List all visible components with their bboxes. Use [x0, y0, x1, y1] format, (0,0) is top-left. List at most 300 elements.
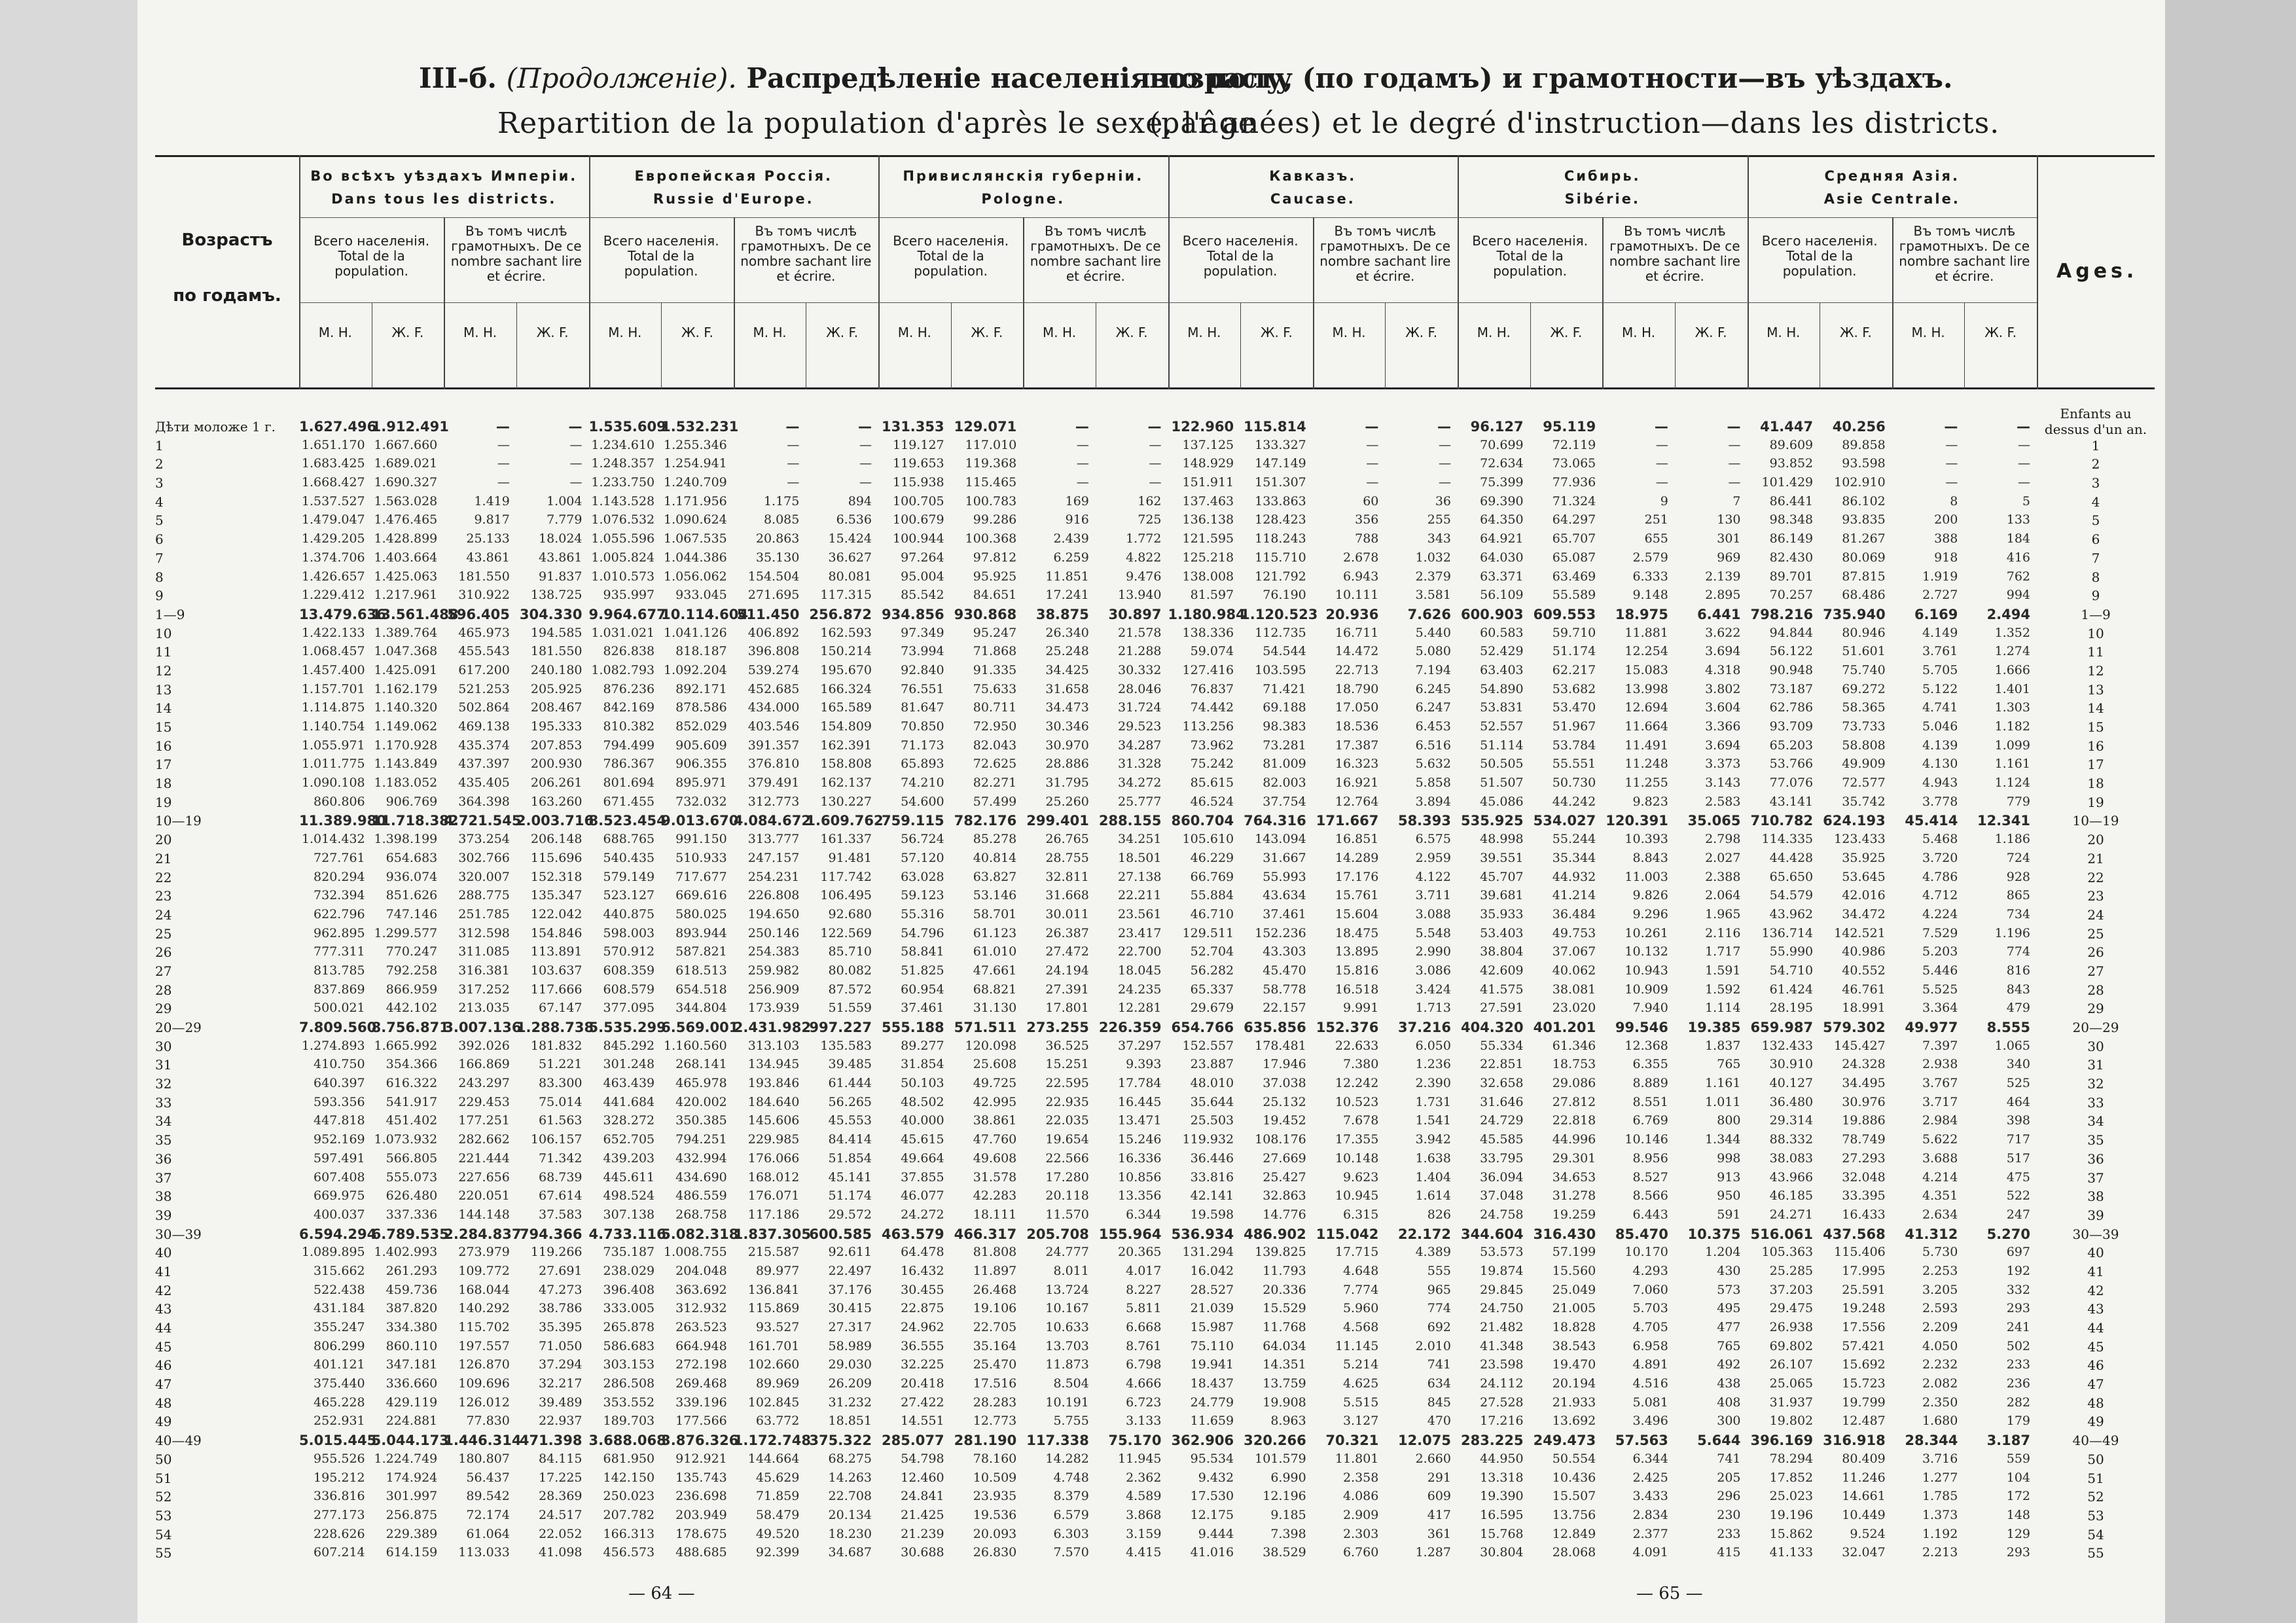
table-cell: 200.930 [530, 757, 583, 772]
table-cell: 49.909 [1842, 757, 1886, 772]
table-cell: 6.668 [1126, 1320, 1162, 1335]
row-label-fr: 1—9 [2081, 606, 2111, 622]
table-cell: 151.307 [1255, 475, 1306, 490]
table-cell: — [1366, 437, 1379, 452]
table-cell: 3.581 [1415, 588, 1451, 603]
table-cell: 488.685 [675, 1545, 727, 1560]
table-cell: 73.994 [901, 644, 944, 659]
table-cell: 10.943 [1624, 963, 1668, 978]
table-cell: 1.161 [1994, 757, 2030, 772]
table-cell: 8.756.871 [371, 1020, 449, 1036]
row-label: 10 [155, 625, 172, 641]
table-cell: 73.187 [1769, 681, 1814, 696]
table-cell: 571.511 [954, 1020, 1017, 1036]
table-cell: 38.543 [1552, 1338, 1596, 1353]
table-cell: 140.292 [458, 1301, 510, 1316]
table-cell: 486.902 [1244, 1226, 1306, 1242]
table-cell: 152.318 [530, 869, 583, 884]
table-cell: 32.863 [1263, 1188, 1306, 1204]
table-cell: 243.297 [458, 1076, 510, 1091]
table-cell: 103.595 [1255, 662, 1306, 677]
table-cell: — [2018, 475, 2030, 490]
table-cell: 18.536 [1335, 719, 1379, 734]
table-cell: 134.945 [747, 1057, 800, 1072]
table-cell: 29.679 [1190, 1001, 1234, 1016]
table-cell: 1.010.573 [591, 569, 655, 584]
table-cell: 144.148 [458, 1207, 510, 1222]
row-label-fr: 36 [2087, 1150, 2104, 1167]
table-cell: 45.086 [1480, 794, 1524, 809]
table-cell: 100.679 [893, 512, 944, 527]
table-cell: 119.127 [893, 437, 944, 452]
row-label-fr: 3 [2091, 475, 2100, 491]
total-heading: Всего населенія. Total de la population. [603, 233, 719, 279]
table-cell: 74.210 [901, 776, 944, 791]
table-cell: 51.825 [901, 963, 944, 978]
table-cell: 1.446.314 [444, 1433, 522, 1449]
table-cell: 555.188 [881, 1020, 944, 1036]
title-right-ru: возрасту (по годамъ) и грамотности—въ уѣздахъ. [1149, 62, 1953, 94]
table-cell: 154.809 [820, 719, 872, 734]
table-cell: 9.148 [1632, 588, 1668, 603]
table-cell: 23.598 [1480, 1357, 1524, 1372]
table-cell: 82.003 [1263, 776, 1306, 791]
table-cell: 1.274 [1994, 644, 2030, 659]
table-cell: — [787, 456, 800, 471]
table-cell: 41.133 [1769, 1545, 1814, 1560]
table-cell: 53.470 [1552, 700, 1596, 715]
row-label-fr: 28 [2087, 982, 2104, 998]
table-cell: — [2017, 419, 2030, 435]
table-cell: 97.349 [901, 625, 944, 640]
sex-heading-f: Ж. F. [1839, 325, 1872, 340]
table-cell: 40.062 [1552, 963, 1596, 978]
region-heading-fr: Asie Centrale. [1823, 191, 1960, 207]
table-cell: 85.470 [1615, 1226, 1668, 1242]
table-cell: 16.432 [901, 1263, 944, 1278]
table-cell: 559 [2006, 1451, 2030, 1466]
rule-bottom [155, 387, 2155, 389]
table-cell: 247.157 [747, 850, 800, 865]
table-cell: 1.182 [1994, 719, 2030, 734]
table-cell: 197.557 [458, 1338, 510, 1353]
table-cell: — [1728, 456, 1741, 471]
table-cell: 608.359 [603, 963, 655, 978]
table-cell: 82.043 [973, 738, 1017, 753]
table-cell: — [1076, 437, 1089, 452]
table-cell: 65.707 [1552, 531, 1596, 546]
table-cell: 166.313 [603, 1526, 655, 1541]
row-label: 26 [155, 944, 172, 961]
table-cell: 4.568 [1342, 1320, 1379, 1335]
table-cell: 60.954 [901, 982, 944, 997]
table-cell: 45.615 [901, 1132, 944, 1147]
table-cell: 11.945 [1118, 1451, 1162, 1466]
table-cell: 965 [1427, 1282, 1451, 1297]
table-cell: 860.110 [386, 1338, 438, 1353]
row-label: 46 [155, 1357, 172, 1374]
table-cell: 316.430 [1533, 1226, 1596, 1242]
table-cell: 55.990 [1769, 944, 1814, 959]
table-cell: 1.627.496 [299, 419, 377, 435]
table-cell: 28.283 [973, 1395, 1017, 1410]
table-cell: 10.945 [1335, 1188, 1379, 1204]
table-cell: 1.160.560 [664, 1038, 727, 1053]
table-cell: 770.247 [386, 944, 438, 959]
table-cell: 377.095 [603, 1001, 655, 1016]
table-cell: 1.668.427 [301, 475, 365, 490]
table-cell: 38.083 [1769, 1150, 1814, 1166]
table-cell: 3.143 [1705, 776, 1741, 791]
table-cell: 435.405 [458, 776, 510, 791]
table-cell: 63.371 [1480, 569, 1524, 584]
table-cell: 205.925 [530, 681, 583, 696]
table-cell: 1.090.108 [301, 776, 365, 791]
table-cell: 312.932 [675, 1301, 727, 1316]
table-cell: 447.818 [314, 1113, 365, 1128]
table-cell: 57.499 [973, 794, 1017, 809]
table-cell: 1.180.984 [1168, 606, 1246, 622]
table-cell: 24.272 [901, 1207, 944, 1222]
row-label-fr: 41 [2087, 1263, 2104, 1279]
table-cell: 362.906 [1171, 1433, 1234, 1449]
table-cell: 37.038 [1263, 1076, 1306, 1091]
table-cell: 37.461 [901, 1001, 944, 1016]
table-cell: 26.468 [973, 1282, 1017, 1297]
row-label: 12 [155, 662, 172, 679]
table-cell: 148 [2006, 1507, 2030, 1522]
table-cell: 2.834 [1632, 1507, 1668, 1522]
table-cell: 98.348 [1769, 512, 1814, 527]
table-cell: 2.938 [1922, 1057, 1958, 1072]
table-cell: 2.798 [1705, 832, 1741, 847]
table-cell: 38.804 [1480, 944, 1524, 959]
row-label: 45 [155, 1338, 172, 1355]
table-cell: 135.583 [820, 1038, 872, 1053]
table-cell: 30.970 [1045, 738, 1089, 753]
table-cell: 91.837 [539, 569, 583, 584]
row-label-fr: 21 [2087, 850, 2104, 866]
table-cell: 119.653 [893, 456, 944, 471]
rule-col [1675, 302, 1676, 389]
table-cell: 516.061 [1750, 1226, 1814, 1242]
row-label-fr: 1 [2091, 437, 2100, 454]
table-cell: — [859, 437, 872, 452]
row-label: 32 [155, 1076, 172, 1092]
table-cell: 288.775 [458, 888, 510, 903]
table-cell: 120.098 [965, 1038, 1017, 1053]
table-cell: 195.333 [530, 719, 583, 734]
table-cell: 688.765 [603, 832, 655, 847]
row-label: 18 [155, 776, 172, 792]
rule-half [1023, 217, 1024, 389]
table-cell: 58.778 [1263, 982, 1306, 997]
table-cell: 794.499 [603, 738, 655, 753]
table-cell: 20.118 [1045, 1188, 1089, 1204]
table-cell: 15.862 [1769, 1526, 1814, 1541]
table-cell: 17.176 [1335, 869, 1379, 884]
table-cell: 16.595 [1480, 1507, 1524, 1522]
table-cell: 63.403 [1480, 662, 1524, 677]
sex-heading-m: М. H. [463, 325, 497, 340]
table-cell: 207.782 [603, 1507, 655, 1522]
sex-heading-f: Ж. F. [826, 325, 859, 340]
table-cell: 178.481 [1255, 1038, 1306, 1053]
row-label: 39 [155, 1207, 172, 1223]
table-cell: 1.140.754 [301, 719, 365, 734]
table-cell: 470 [1427, 1414, 1451, 1429]
table-cell: 299.401 [1026, 813, 1089, 829]
table-cell: 315.662 [314, 1263, 365, 1278]
table-cell: 4.149 [1922, 625, 1958, 640]
table-cell: 361 [1427, 1526, 1451, 1541]
table-cell: 78.749 [1842, 1132, 1886, 1147]
table-cell: 2.209 [1922, 1320, 1958, 1335]
row-label-fr: 52 [2087, 1489, 2104, 1505]
table-cell: 75.242 [1190, 757, 1234, 772]
table-cell: 1.287 [1415, 1545, 1451, 1560]
table-cell: 31.658 [1045, 681, 1089, 696]
table-cell: 410.750 [314, 1057, 365, 1072]
table-cell: — [569, 475, 583, 490]
table-cell: — [1945, 475, 1958, 490]
table-cell: 3.761 [1922, 644, 1958, 659]
table-cell: 102.660 [747, 1357, 800, 1372]
table-cell: 18.501 [1118, 850, 1162, 865]
table-cell: 17.852 [1769, 1470, 1814, 1485]
table-cell: 495 [1717, 1301, 1741, 1316]
table-cell: 229.389 [386, 1526, 438, 1541]
table-cell: 398 [2006, 1113, 2030, 1128]
table-cell: 11.881 [1624, 625, 1668, 640]
table-cell: 1.254.941 [664, 456, 727, 471]
table-cell: 486.559 [675, 1188, 727, 1204]
table-cell: 143.094 [1255, 832, 1306, 847]
table-cell: 732.394 [314, 888, 365, 903]
table-cell: 29.845 [1480, 1282, 1524, 1297]
table-cell: 204.048 [675, 1263, 727, 1278]
table-cell: 8.761 [1126, 1338, 1162, 1353]
row-label: 21 [155, 850, 172, 866]
row-label-fr: 27 [2087, 963, 2104, 979]
row-label-fr: 12 [2087, 662, 2104, 679]
table-cell: 1.204 [1705, 1245, 1741, 1260]
table-cell: 13.692 [1552, 1414, 1596, 1429]
table-cell: 5.080 [1415, 644, 1451, 659]
table-cell: 44.428 [1769, 850, 1814, 865]
table-cell: 26.765 [1045, 832, 1089, 847]
table-cell: 3.127 [1342, 1414, 1379, 1429]
table-cell: 137.463 [1182, 493, 1234, 508]
table-cell: 18.753 [1552, 1057, 1596, 1072]
table-cell: 1.120.523 [1240, 606, 1318, 622]
table-cell: 11.246 [1842, 1470, 1886, 1485]
table-cell: 392.026 [458, 1038, 510, 1053]
row-label-fr: 30—39 [2072, 1226, 2119, 1242]
page-number-left: — 64 — [628, 1584, 695, 1603]
table-cell: 681.950 [603, 1451, 655, 1466]
table-cell: 58.989 [828, 1338, 872, 1353]
table-cell: 34.472 [1842, 906, 1886, 921]
table-cell: 1.479.047 [301, 512, 365, 527]
table-cell: 442.102 [386, 1001, 438, 1016]
table-cell: 6.769 [1632, 1113, 1668, 1128]
table-cell: 43.303 [1263, 944, 1306, 959]
row-label: 22 [155, 869, 172, 885]
table-cell: 122.569 [820, 925, 872, 940]
table-cell: 30.976 [1842, 1094, 1886, 1109]
table-cell: 65.337 [1190, 982, 1234, 997]
table-cell: 205 [1717, 1470, 1741, 1485]
table-cell: 12.175 [1190, 1507, 1234, 1522]
table-cell: 893.944 [675, 925, 727, 940]
row-label-fr: 20 [2087, 832, 2104, 848]
table-cell: 228.626 [314, 1526, 365, 1541]
table-cell: 263.523 [675, 1320, 727, 1335]
row-label: 44 [155, 1320, 172, 1336]
table-cell: 81.597 [1190, 588, 1234, 603]
table-cell: 42.995 [973, 1094, 1017, 1109]
table-cell: 6.789.535 [371, 1226, 449, 1242]
table-cell: 73.733 [1842, 719, 1886, 734]
sex-heading-f: Ж. F. [1115, 325, 1148, 340]
table-cell: 892.171 [675, 681, 727, 696]
table-cell: 179 [2006, 1414, 2030, 1429]
table-cell: 5.446 [1922, 963, 1958, 978]
table-cell: 30.011 [1045, 906, 1089, 921]
table-cell: 73.962 [1190, 738, 1234, 753]
table-cell: 6.760 [1342, 1545, 1379, 1560]
table-cell: 1.217.961 [374, 588, 438, 603]
rule-col [1385, 302, 1386, 389]
row-label-fr: 26 [2087, 944, 2104, 961]
table-cell: 5.044.173 [371, 1433, 449, 1449]
table-cell: 238.029 [603, 1263, 655, 1278]
table-cell: 396.169 [1750, 1433, 1814, 1449]
table-cell: 3.604 [1705, 700, 1741, 715]
table-cell: 609 [1427, 1489, 1451, 1504]
table-cell: 618.513 [675, 963, 727, 978]
table-cell: 71.173 [901, 738, 944, 753]
table-cell: 3.159 [1126, 1526, 1162, 1541]
table-cell: 1.240.709 [664, 475, 727, 490]
table-cell: 4.891 [1632, 1357, 1668, 1372]
table-cell: 19.106 [973, 1301, 1017, 1316]
table-cell: 92.840 [901, 662, 944, 677]
table-cell: 301.248 [603, 1057, 655, 1072]
rule-half [444, 217, 445, 389]
table-cell: 8 [1950, 493, 1958, 508]
table-cell: 600.585 [809, 1226, 872, 1242]
table-cell: 5.046 [1922, 719, 1958, 734]
table-cell: 10.261 [1624, 925, 1668, 940]
table-cell: 189.703 [603, 1414, 655, 1429]
table-cell: 28.195 [1769, 1001, 1814, 1016]
table-cell: 19.452 [1263, 1113, 1306, 1128]
table-cell: 2.895 [1705, 588, 1741, 603]
table-cell: 1.457.400 [301, 662, 365, 677]
row-label: 53 [155, 1507, 172, 1524]
table-cell: 994 [2006, 588, 2030, 603]
table-cell: 9.476 [1126, 569, 1162, 584]
table-cell: 3.133 [1126, 1414, 1162, 1429]
row-label-fr: 48 [2087, 1395, 2104, 1411]
table-cell: 13.998 [1624, 681, 1668, 696]
table-cell: 35.933 [1480, 906, 1524, 921]
table-cell: 136.841 [747, 1282, 800, 1297]
table-cell: 177.251 [458, 1113, 510, 1128]
table-cell: 31.854 [901, 1057, 944, 1072]
table-cell: 3.364 [1922, 1001, 1958, 1016]
sex-heading-m: М. H. [1187, 325, 1221, 340]
table-cell: 5.515 [1342, 1395, 1379, 1410]
table-cell: 72.625 [973, 757, 1017, 772]
table-cell: 6.990 [1270, 1470, 1306, 1485]
table-cell: — [859, 475, 872, 490]
table-cell: 81.267 [1842, 531, 1886, 546]
table-cell: 401.201 [1533, 1020, 1596, 1036]
table-cell: 317.252 [458, 982, 510, 997]
table-cell: 3.088 [1415, 906, 1451, 921]
table-cell: 11.768 [1263, 1320, 1306, 1335]
table-cell: 432.994 [675, 1150, 727, 1166]
table-cell: 51.967 [1552, 719, 1596, 734]
table-cell: 6.259 [1053, 550, 1089, 565]
table-cell: 49.725 [973, 1076, 1017, 1091]
table-cell: 213.035 [458, 1001, 510, 1016]
table-cell: 32.225 [901, 1357, 944, 1372]
table-cell: 103.637 [530, 963, 583, 978]
table-cell: 61.010 [973, 944, 1017, 959]
table-cell: 65.087 [1552, 550, 1596, 565]
table-cell: 96.127 [1470, 419, 1524, 435]
table-cell: 22.935 [1045, 1094, 1089, 1109]
sex-heading-f: Ж. F. [536, 325, 569, 340]
table-cell: 774 [2006, 944, 2030, 959]
table-cell: 154.504 [747, 569, 800, 584]
table-cell: 7.380 [1342, 1057, 1379, 1072]
table-cell: 475 [2006, 1169, 2030, 1185]
table-cell: 1.055.596 [591, 531, 655, 546]
sex-heading-f: Ж. F. [391, 325, 424, 340]
table-cell: 25.260 [1045, 794, 1089, 809]
table-cell: 72.119 [1552, 437, 1596, 452]
table-cell: 455.543 [458, 644, 510, 659]
table-cell: 1.233.750 [591, 475, 655, 490]
sex-heading-m: М. H. [1332, 325, 1366, 340]
row-label: 47 [155, 1376, 172, 1393]
table-cell: 50.554 [1552, 1451, 1596, 1466]
table-cell: 227.656 [458, 1169, 510, 1185]
table-cell: 459.736 [386, 1282, 438, 1297]
table-cell: 177.566 [675, 1414, 727, 1429]
table-cell: 4.139 [1922, 738, 1958, 753]
sex-heading-m: М. H. [1043, 325, 1077, 340]
table-cell: 36.484 [1552, 906, 1596, 921]
table-cell: 72.950 [973, 719, 1017, 734]
table-cell: 2.593 [1922, 1301, 1958, 1316]
rule-sex [1458, 302, 1748, 303]
table-cell: 1.717 [1705, 944, 1741, 959]
region-heading-ru: Во всѣхъ уѣздахъ Имперіи. [310, 168, 578, 184]
table-cell: 271.695 [747, 588, 800, 603]
table-cell: 837.869 [314, 982, 365, 997]
table-cell: 145.606 [747, 1113, 800, 1128]
table-cell: 57.563 [1615, 1433, 1668, 1449]
table-cell: 23.417 [1118, 925, 1162, 940]
table-cell: 25.470 [973, 1357, 1017, 1372]
table-cell: 85.615 [1190, 776, 1234, 791]
